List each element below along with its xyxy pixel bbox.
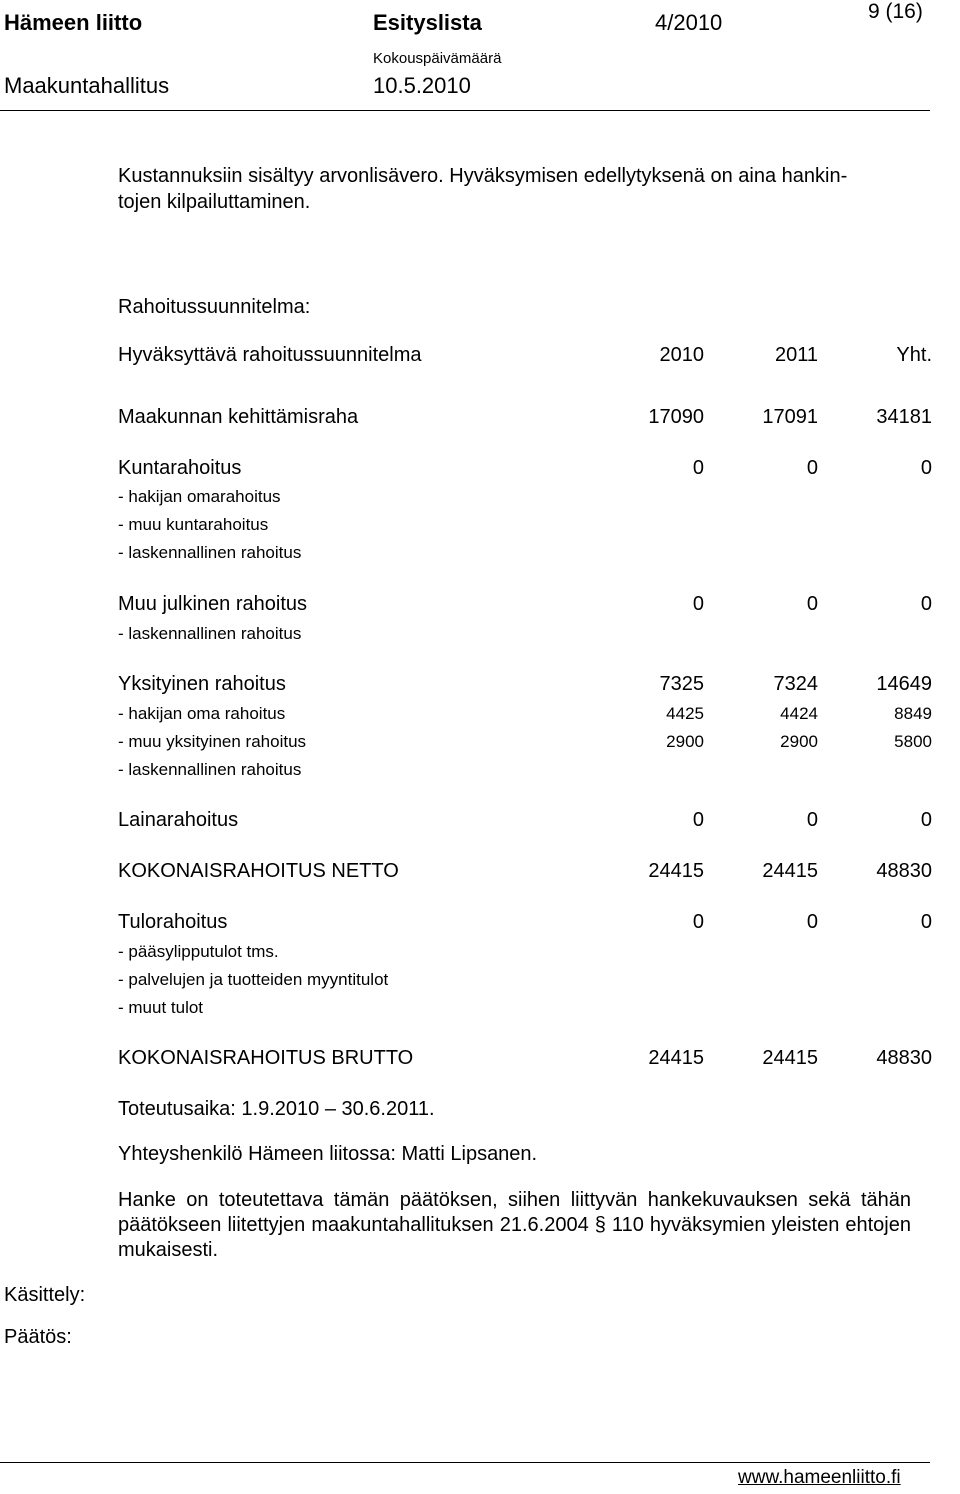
row-value: 5800 (894, 732, 932, 751)
row-value: 2900 (666, 732, 704, 751)
condition-paragraph: Hanke on toteutettava tämän päätöksen, siihen liittyvän hankekuvauksen sekä tähän päätökseen liitettyjen maakuntahallituksen 21.6.2004 § 110 hyväksymien yleisten ehtojen mukaisesti. (118, 1189, 911, 1261)
row-sub-label: - pääsylipputulot tms. (118, 942, 279, 961)
row-value: 0 (692, 911, 704, 933)
plan-table-title: Hyväksyttävä rahoitussuunnitelma (118, 344, 422, 366)
row-label: Maakunnan kehittämisraha (118, 406, 359, 428)
row-label: Muu julkinen rahoitus (118, 593, 307, 615)
row-value: 0 (920, 911, 932, 933)
row-label: KOKONAISRAHOITUS NETTO (118, 860, 399, 882)
row-sub-label: - palvelujen ja tuotteiden myyntitulot (118, 970, 389, 989)
decision-label: Päätös: (4, 1326, 72, 1348)
row-value: 4425 (666, 704, 704, 723)
governing-body: Maakuntahallitus (4, 73, 170, 98)
row-value: 24415 (762, 1047, 818, 1069)
row-value: 24415 (648, 860, 704, 882)
website-link[interactable]: www.hameenliitto.fi (738, 1467, 901, 1488)
row-sub-label: - muu kuntarahoitus (118, 515, 269, 534)
row-value: 0 (920, 457, 932, 479)
row-value: 7325 (659, 673, 704, 695)
row-value: 0 (806, 457, 818, 479)
row-value: 24415 (648, 1047, 704, 1069)
intro-line-1: Kustannuksiin sisältyy arvonlisävero. Hyväksymisen edellytyksenä on aina hankin- (118, 165, 848, 187)
row-value: 0 (692, 593, 704, 615)
date-label: Kokouspäivämäärä (373, 50, 502, 67)
row-label: Lainarahoitus (118, 809, 239, 831)
row-sub-label: - laskennallinen rahoitus (118, 624, 302, 643)
row-label: Tulorahoitus (118, 911, 228, 933)
column-2011: 2011 (774, 344, 818, 366)
row-value: 24415 (762, 860, 818, 882)
column-2010: 2010 (659, 344, 704, 366)
row-value: 0 (806, 911, 818, 933)
document-type: Esityslista (373, 10, 482, 35)
header-divider (0, 110, 930, 111)
row-label: Kuntarahoitus (118, 457, 242, 479)
row-value: 2900 (780, 732, 818, 751)
schedule-text: Toteutusaika: 1.9.2010 – 30.6.2011. (118, 1098, 435, 1120)
row-value: 0 (806, 809, 818, 831)
handling-label: Käsittely: (4, 1284, 86, 1306)
intro-line-2: tojen kilpailuttaminen. (118, 191, 311, 213)
row-label: KOKONAISRAHOITUS BRUTTO (118, 1047, 414, 1069)
org-name: Hämeen liitto (4, 10, 143, 35)
row-value: 0 (806, 593, 818, 615)
row-value: 0 (920, 593, 932, 615)
row-value: 17091 (762, 406, 818, 428)
row-sub-label: - laskennallinen rahoitus (118, 760, 302, 779)
column-total: Yht. (896, 344, 932, 366)
row-value: 17090 (648, 406, 704, 428)
row-sub-label: - muu yksityinen rahoitus (118, 732, 307, 751)
plan-heading: Rahoitussuunnitelma: (118, 296, 311, 318)
meeting-date: 10.5.2010 (373, 73, 471, 98)
row-value: 7324 (773, 673, 818, 695)
page-number: 9 (16) (868, 0, 923, 23)
row-sub-label: - muut tulot (118, 998, 204, 1017)
footer-divider (0, 1462, 930, 1463)
row-value: 0 (692, 457, 704, 479)
row-value: 48830 (876, 860, 932, 882)
row-label: Yksityinen rahoitus (118, 673, 286, 695)
row-sub-label: - hakijan omarahoitus (118, 487, 281, 506)
row-value: 4424 (780, 704, 818, 723)
document-number: 4/2010 (655, 10, 723, 35)
row-value: 34181 (876, 406, 932, 428)
row-sub-label: - laskennallinen rahoitus (118, 543, 302, 562)
row-value: 0 (692, 809, 704, 831)
row-value: 8849 (894, 704, 932, 723)
row-value: 14649 (876, 673, 932, 695)
row-value: 0 (920, 809, 932, 831)
contact-text: Yhteyshenkilö Hämeen liitossa: Matti Lipsanen. (118, 1143, 538, 1165)
row-sub-label: - hakijan oma rahoitus (118, 704, 286, 723)
row-value: 48830 (876, 1047, 932, 1069)
